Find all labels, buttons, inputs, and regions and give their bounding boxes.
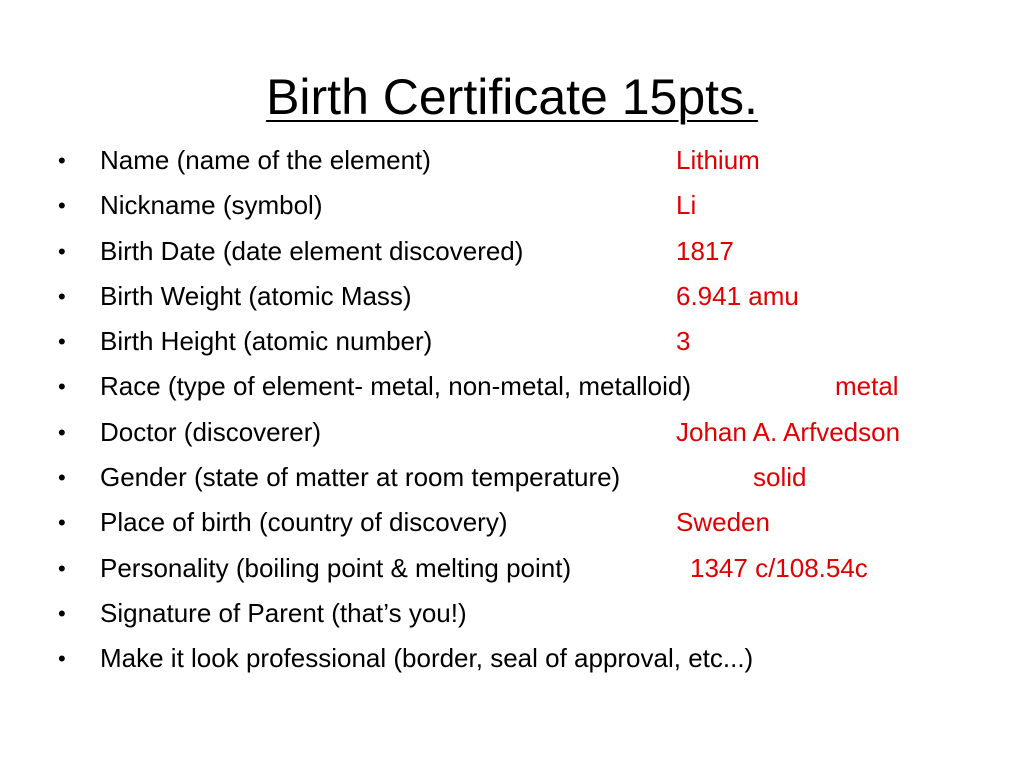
item-value: solid — [753, 462, 807, 493]
bullet-icon: • — [58, 419, 66, 445]
bullet-icon: • — [58, 555, 66, 581]
item-label: Signature of Parent (that’s you!) — [100, 597, 467, 628]
item-label: Make it look professional (border, seal of approval, etc...) — [100, 643, 754, 674]
bullet-icon: • — [58, 283, 66, 309]
slide-title: Birth Certificate 15pts. — [266, 69, 758, 125]
item-value: Lithium — [676, 145, 760, 175]
item-value: 6.941 amu — [676, 280, 799, 311]
item-value: 3 — [676, 326, 691, 357]
bullet-icon: • — [58, 646, 66, 672]
bullet-icon: • — [58, 510, 66, 536]
item-label: Personality (boiling point & melting point) — [100, 552, 572, 583]
item-label: Birth Height (atomic number) — [100, 326, 433, 357]
item-label: Place of birth (country of discovery) — [100, 507, 508, 538]
item-label: Birth Date (date element discovered) — [100, 235, 524, 266]
item-label: Doctor (discoverer) — [100, 416, 322, 447]
item-value: metal — [835, 371, 899, 402]
bullet-icon: • — [58, 374, 66, 400]
item-label: Race (type of element- metal, non-metal, metalloid) — [100, 371, 692, 402]
item-value: Li — [676, 190, 697, 221]
bullet-icon: • — [58, 600, 66, 626]
item-label: Nickname (symbol) — [100, 190, 323, 221]
item-value: Johan A. Arfvedson — [676, 416, 901, 447]
bullet-icon: • — [58, 329, 66, 355]
bullet-icon: • — [58, 148, 66, 173]
bullet-icon: • — [58, 465, 66, 491]
item-label: Birth Weight (atomic Mass) — [100, 280, 412, 311]
item-value: 1347 c/108.54c — [690, 552, 868, 583]
item-label: Name (name of the element) — [100, 145, 431, 175]
item-value: 1817 — [676, 235, 734, 266]
bullet-icon: • — [58, 238, 66, 264]
item-label: Gender (state of matter at room temperature) — [100, 462, 621, 493]
bullet-icon: • — [58, 193, 66, 219]
item-value: Sweden — [676, 507, 770, 538]
